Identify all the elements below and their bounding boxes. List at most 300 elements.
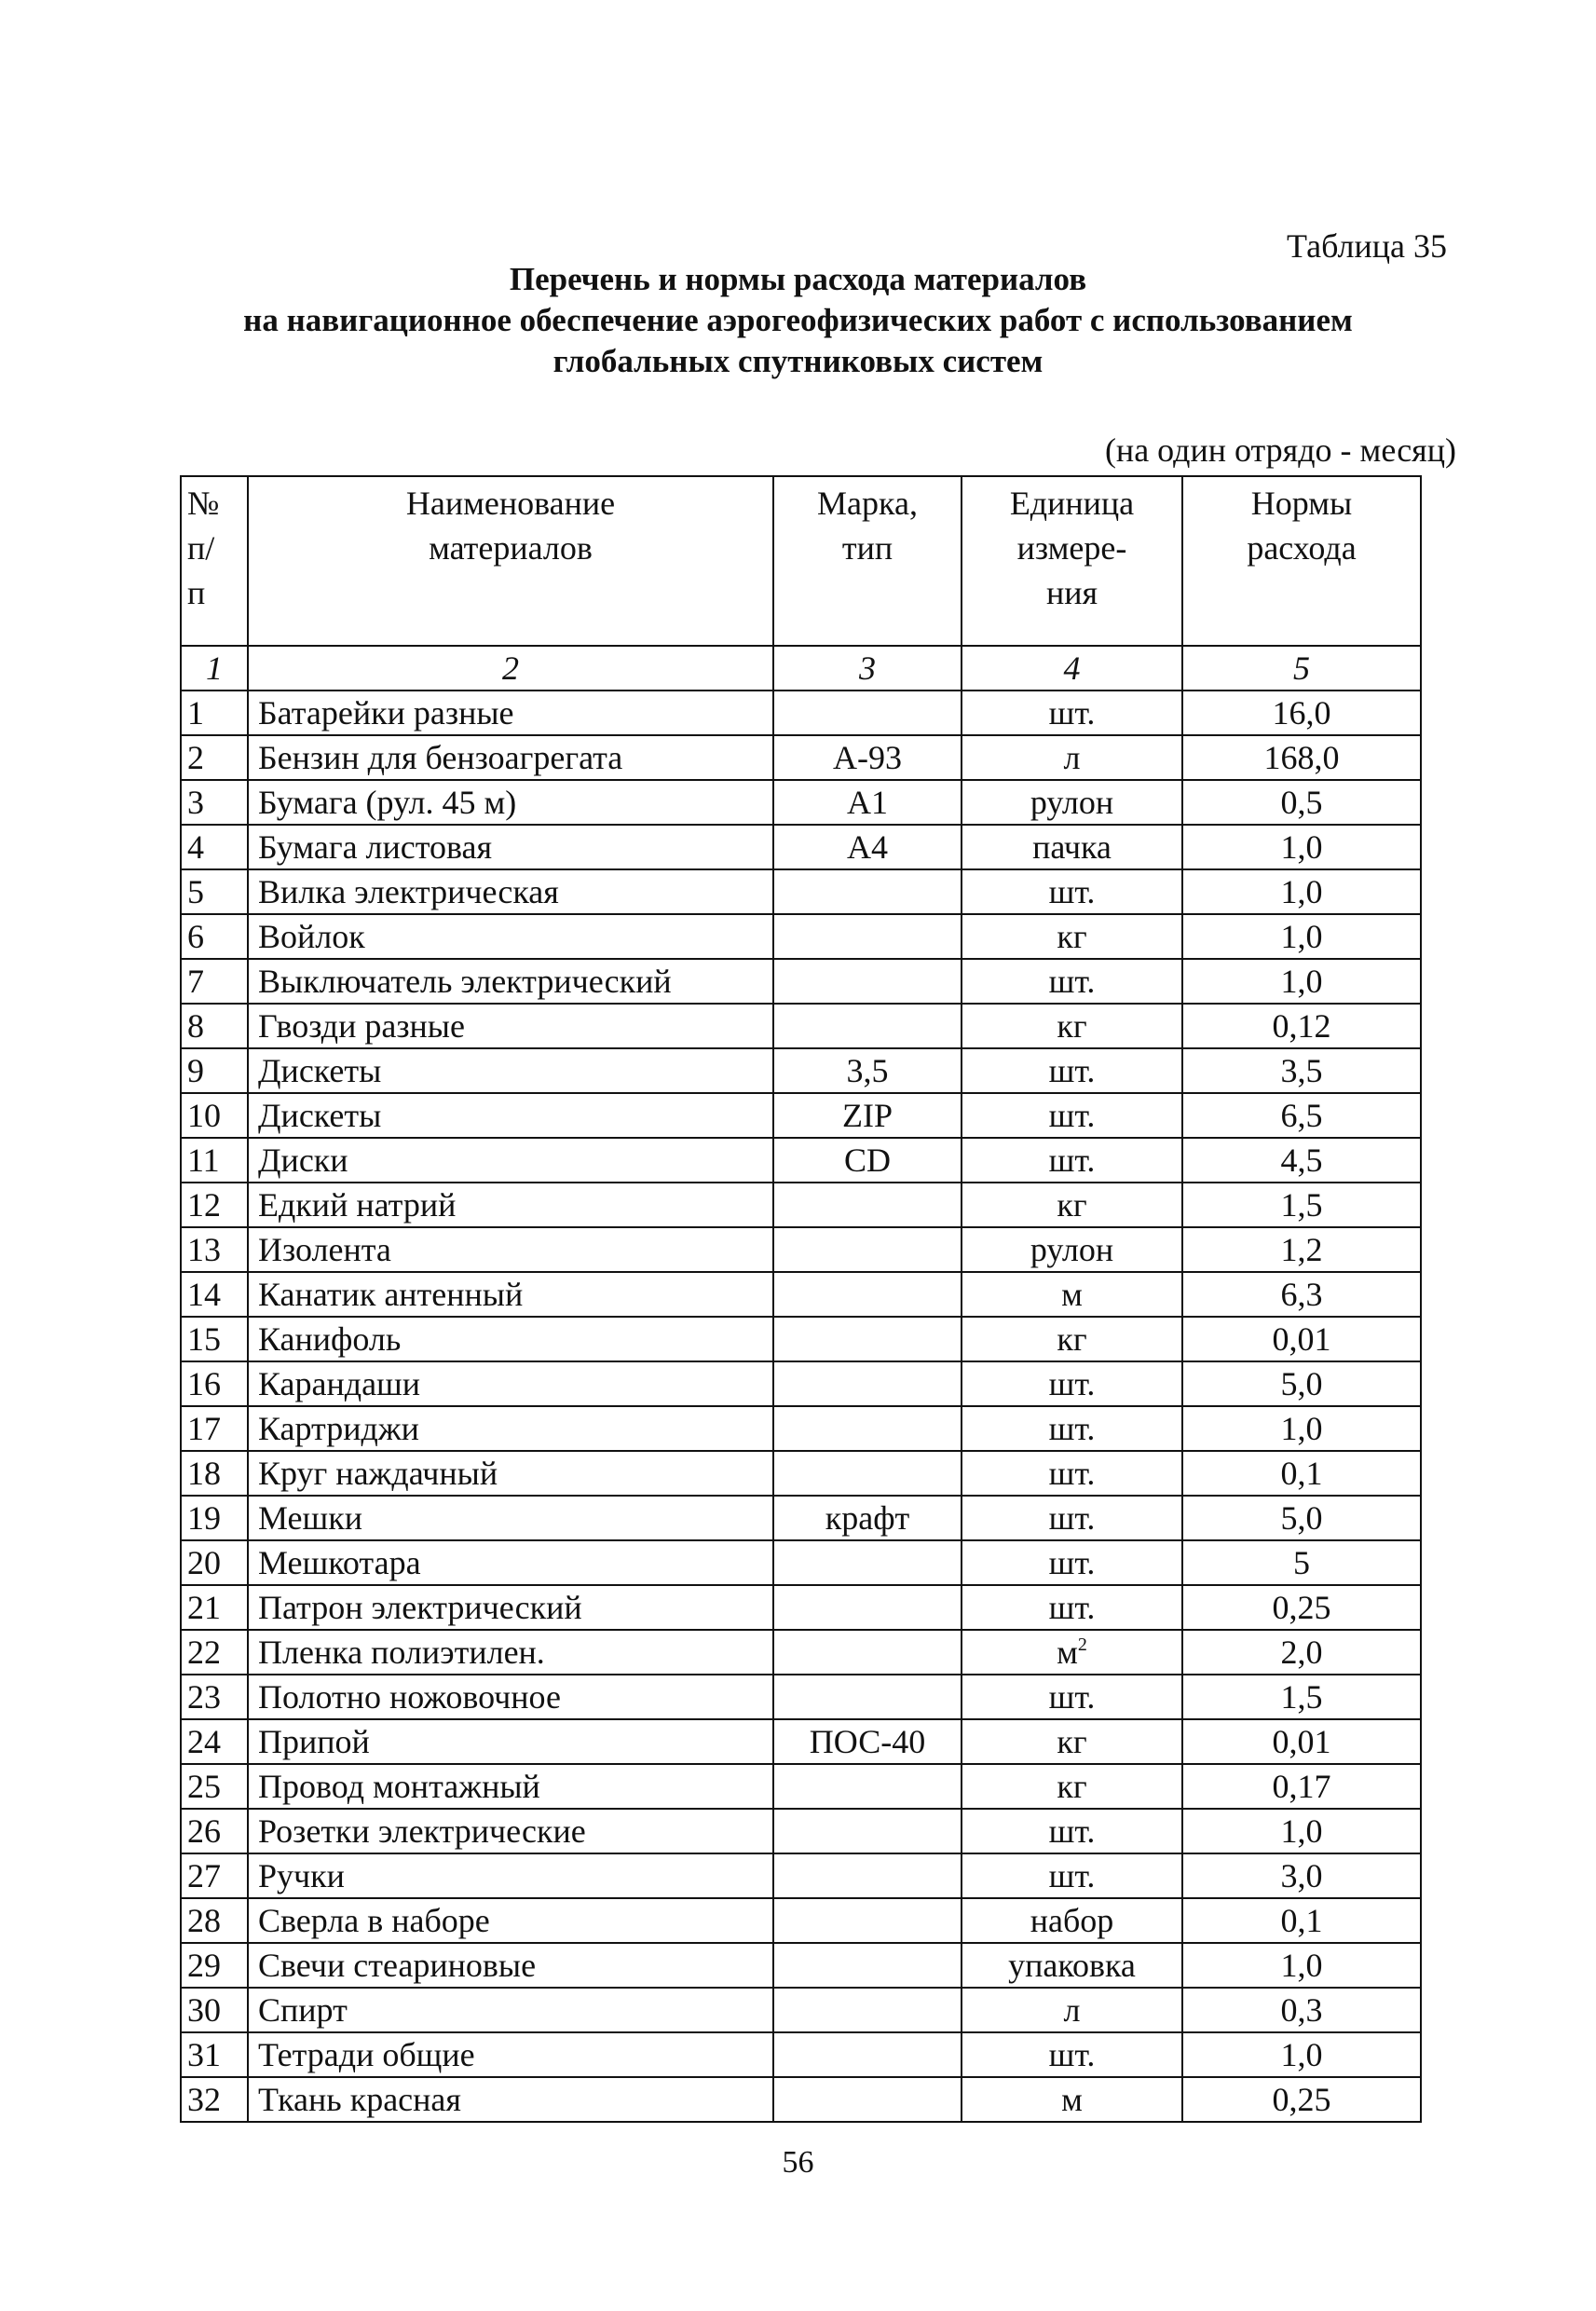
row-number [181,735,248,780]
material-brand [773,914,962,959]
row-number-text: 2 [187,739,204,776]
header-norm-line: расхода [1247,529,1357,567]
table-row [181,1540,1421,1585]
header-unit-line: Единица [1009,485,1135,522]
material-norm [1182,869,1421,914]
material-unit [962,869,1182,914]
material-unit-text: шт. [1048,1499,1096,1537]
row-number [181,1719,248,1764]
table-row [181,1138,1421,1183]
material-norm-text: 0,12 [1272,1007,1331,1045]
material-norm-text: 3,0 [1280,1857,1323,1894]
material-name-text: Ручки [258,1857,345,1894]
material-name [248,1496,773,1540]
material-norm [1182,1675,1421,1719]
header-number-line: п/ [187,529,215,567]
header-number [181,476,248,646]
material-unit [962,1317,1182,1361]
material-brand [773,780,962,825]
material-name-text: Сверла в наборе [258,1902,490,1939]
material-brand [773,1272,962,1317]
materials-table [180,475,1422,2123]
material-brand [773,1048,962,1093]
row-number [181,1988,248,2032]
material-brand-text: ПОС-40 [809,1723,926,1760]
table-row [181,1227,1421,1272]
table-row [181,1048,1421,1093]
material-norm-text: 1,2 [1280,1231,1323,1268]
row-number [181,1898,248,1943]
row-number [181,1451,248,1496]
material-name [248,1451,773,1496]
material-name [248,2077,773,2122]
material-name-text: Мешки [258,1499,362,1537]
table-row [181,1272,1421,1317]
unit-note: (на один отрядо - месяц) [1104,431,1456,469]
material-norm [1182,2032,1421,2077]
row-number-text: 15 [187,1320,221,1358]
material-unit [962,735,1182,780]
material-norm [1182,1719,1421,1764]
material-norm-text: 0,01 [1272,1723,1331,1760]
material-unit-text: кг [1057,1186,1087,1224]
row-number [181,1943,248,1988]
material-name [248,1898,773,1943]
material-unit-text: шт. [1048,873,1096,910]
material-name-text: Мешкотара [258,1544,421,1581]
table-row [181,1004,1421,1048]
material-name-text: Припой [258,1723,370,1760]
material-unit [962,1093,1182,1138]
material-name-text: Патрон электрический [258,1589,582,1626]
material-norm-text: 0,5 [1280,784,1323,821]
material-unit-text: кг [1057,1723,1087,1760]
material-norm-text: 1,5 [1280,1186,1323,1224]
material-brand [773,1406,962,1451]
table-row [181,869,1421,914]
material-brand [773,1496,962,1540]
material-name-text: Провод монтажный [258,1768,540,1805]
material-norm [1182,1496,1421,1540]
material-name-text: Картриджи [258,1410,419,1447]
material-unit [962,1451,1182,1496]
material-name [248,1585,773,1630]
material-name [248,1719,773,1764]
material-name [248,825,773,869]
material-unit-text: шт. [1048,1097,1096,1134]
row-number-text: 28 [187,1902,221,1939]
material-unit-text: кг [1057,918,1087,955]
material-norm [1182,1853,1421,1898]
row-number-text: 17 [187,1410,221,1447]
material-norm-text: 6,5 [1280,1097,1323,1134]
material-unit [962,780,1182,825]
row-number-text: 12 [187,1186,221,1224]
material-norm [1182,914,1421,959]
table-row [181,1406,1421,1451]
material-name-text: Канифоль [258,1320,402,1358]
material-unit-text: л [1063,1991,1081,2029]
material-name-text: Спирт [258,1991,348,2029]
material-brand [773,1317,962,1361]
header-name-line: материалов [429,529,593,567]
material-name-text: Тетради общие [258,2036,475,2073]
material-unit [962,1988,1182,2032]
material-norm [1182,780,1421,825]
material-unit [962,1227,1182,1272]
material-unit-text: шт. [1048,1544,1096,1581]
material-norm [1182,1809,1421,1853]
material-norm-text: 16,0 [1272,694,1331,732]
row-number-text: 11 [187,1142,220,1179]
material-unit [962,1764,1182,1809]
row-number-text: 1 [187,694,204,732]
material-brand [773,1138,962,1183]
material-norm [1182,691,1421,735]
material-name [248,1227,773,1272]
material-unit-text: упаковка [1008,1947,1136,1984]
row-number [181,1853,248,1898]
material-norm-text: 1,0 [1280,1947,1323,1984]
table-row [181,914,1421,959]
material-name-text: Канатик антенный [258,1276,524,1313]
material-name-text: Дискеты [258,1097,382,1134]
header-unit [962,476,1182,646]
row-number-text: 10 [187,1097,221,1134]
material-norm [1182,1227,1421,1272]
material-brand [773,1451,962,1496]
material-unit [962,1272,1182,1317]
material-unit-text: кг [1057,1007,1087,1045]
row-number-text: 9 [187,1052,204,1089]
material-unit-text: шт. [1048,963,1096,1000]
material-name [248,1675,773,1719]
header-brand-line: тип [841,529,893,567]
material-unit-text: рулон [1030,784,1114,821]
row-number [181,959,248,1004]
row-number-text: 14 [187,1276,221,1313]
row-number [181,1317,248,1361]
row-number [181,1406,248,1451]
material-norm [1182,959,1421,1004]
material-brand [773,1361,962,1406]
material-brand [773,1183,962,1227]
material-norm [1182,1898,1421,1943]
material-unit-text: шт. [1048,694,1096,732]
material-name-text: Вилка электрическая [258,873,559,910]
material-name-text: Гвозди разные [258,1007,465,1045]
material-name-text: Пленка полиэтилен. [258,1634,545,1671]
table-row [181,2077,1421,2122]
column-index-row [181,646,1421,691]
row-number-text: 26 [187,1812,221,1850]
material-norm-text: 5,0 [1280,1499,1323,1537]
title-line-1: Перечень и нормы расхода материалов [509,261,1087,297]
material-name [248,691,773,735]
row-number [181,1764,248,1809]
material-name [248,1093,773,1138]
material-unit [962,2077,1182,2122]
row-number-text: 20 [187,1544,221,1581]
row-number [181,1361,248,1406]
row-number [181,1004,248,1048]
material-name-text: Выключатель электрический [258,963,672,1000]
material-name-text: Диски [258,1142,348,1179]
material-unit-text: шт. [1048,1052,1096,1089]
row-number [181,1540,248,1585]
material-unit [962,1943,1182,1988]
row-number [181,2077,248,2122]
row-number [181,1496,248,1540]
material-norm-text: 3,5 [1280,1052,1323,1089]
table-row [181,735,1421,780]
material-norm-text: 1,5 [1280,1678,1323,1716]
header-brand [773,476,962,646]
material-unit-text: м [1057,1634,1078,1671]
material-brand [773,1227,962,1272]
material-brand-text: А-93 [833,739,902,776]
material-brand [773,1988,962,2032]
column-index: 3 [773,646,962,691]
material-name-text: Свечи стеариновые [258,1947,537,1984]
material-name [248,780,773,825]
material-norm [1182,1943,1421,1988]
material-brand [773,959,962,1004]
material-unit-text: шт. [1048,1410,1096,1447]
row-number [181,914,248,959]
material-norm-text: 1,0 [1280,828,1323,866]
material-unit [962,1496,1182,1540]
material-norm [1182,2077,1421,2122]
material-norm [1182,1093,1421,1138]
material-norm-text: 1,0 [1280,963,1323,1000]
material-norm [1182,735,1421,780]
material-unit-text: шт. [1048,1365,1096,1402]
material-unit-text: шт. [1048,1857,1096,1894]
material-brand [773,1093,962,1138]
material-unit-text: кг [1057,1320,1087,1358]
row-number-text: 30 [187,1991,221,2029]
material-name-text: Круг наждачный [258,1455,498,1492]
row-number [181,1227,248,1272]
material-name [248,869,773,914]
table-header-row [181,476,1421,646]
material-norm [1182,1272,1421,1317]
table-row [181,825,1421,869]
material-norm [1182,1764,1421,1809]
table-row [181,1585,1421,1630]
row-number [181,825,248,869]
material-norm [1182,1630,1421,1675]
row-number-text: 24 [187,1723,221,1760]
material-norm-text: 0,1 [1280,1455,1323,1492]
material-name [248,914,773,959]
header-norm [1182,476,1421,646]
material-name-text: Войлок [258,918,365,955]
table-row [181,1988,1421,2032]
material-name [248,1138,773,1183]
material-norm-text: 4,5 [1280,1142,1323,1179]
table-number-label: Таблица 35 [1287,227,1447,265]
material-unit-text: кг [1057,1768,1087,1805]
material-norm-text: 0,25 [1272,1589,1331,1626]
table-row [181,1630,1421,1675]
material-norm [1182,1317,1421,1361]
material-unit [962,1898,1182,1943]
material-brand [773,869,962,914]
material-name-text: Карандаши [258,1365,421,1402]
header-number-line: п [187,574,206,611]
material-unit-text: набор [1030,1902,1114,1939]
material-norm [1182,1004,1421,1048]
material-name [248,1809,773,1853]
material-norm [1182,1988,1421,2032]
row-number [181,1272,248,1317]
material-name [248,1630,773,1675]
material-unit-text: шт. [1048,2036,1096,2073]
header-unit-line: ния [1045,574,1098,611]
material-brand [773,1943,962,1988]
material-norm-text: 1,0 [1280,873,1323,910]
column-index: 2 [248,646,773,691]
material-unit-text: м [1061,1276,1083,1313]
row-number-text: 3 [187,784,204,821]
material-brand [773,1809,962,1853]
row-number [181,1809,248,1853]
material-norm-text: 168,0 [1263,739,1340,776]
material-name-text: Бумага (рул. 45 м) [258,784,517,821]
material-unit-text: шт. [1048,1812,1096,1850]
table-row [181,1853,1421,1898]
row-number [181,1093,248,1138]
material-name [248,1317,773,1361]
material-name [248,1853,773,1898]
material-unit-text: шт. [1048,1678,1096,1716]
material-brand-text: CD [843,1142,891,1179]
table-row [181,1496,1421,1540]
material-name-text: Батарейки разные [258,694,514,732]
material-norm-text: 5,0 [1280,1365,1323,1402]
material-unit-text: рулон [1030,1231,1114,1268]
material-name [248,1183,773,1227]
material-norm-text: 2,0 [1280,1634,1323,1671]
material-name-text: Едкий натрий [258,1186,457,1224]
unit-superscript: 2 [1077,1634,1087,1655]
material-unit-text: м [1061,2081,1083,2118]
page-number: 56 [782,2145,814,2180]
material-name [248,1406,773,1451]
header-name [248,476,773,646]
material-norm-text: 5 [1293,1544,1310,1581]
table-row [181,1675,1421,1719]
material-name [248,959,773,1004]
row-number [181,869,248,914]
column-index: 4 [962,646,1182,691]
material-name-text: Изолента [258,1231,391,1268]
material-unit [962,1809,1182,1853]
material-brand-text: А4 [847,828,888,866]
material-unit [962,691,1182,735]
table-row [181,1809,1421,1853]
material-brand [773,1898,962,1943]
material-brand [773,735,962,780]
row-number [181,1630,248,1675]
row-number-text: 25 [187,1768,221,1805]
material-name [248,1004,773,1048]
table-row [181,1764,1421,1809]
row-number [181,1138,248,1183]
row-number-text: 19 [187,1499,221,1537]
material-brand [773,1764,962,1809]
material-name-text: Бумага листовая [258,828,493,866]
table-title [0,259,1596,382]
row-number [181,1675,248,1719]
material-unit-text: л [1063,739,1081,776]
table-row [181,1943,1421,1988]
material-brand [773,825,962,869]
row-number-text: 18 [187,1455,221,1492]
material-unit [962,1719,1182,1764]
table-row [181,959,1421,1004]
material-name [248,1272,773,1317]
material-unit [962,2032,1182,2077]
row-number-text: 16 [187,1365,221,1402]
table-row [181,691,1421,735]
row-number [181,1183,248,1227]
table-row [181,1093,1421,1138]
row-number-text: 4 [187,828,204,866]
material-norm-text: 0,3 [1280,1991,1323,2029]
material-norm [1182,1048,1421,1093]
column-index: 5 [1182,646,1421,691]
header-name-line: Наименование [405,485,616,522]
material-name-text: Ткань красная [258,2081,461,2118]
material-norm [1182,1406,1421,1451]
material-name-text: Бензин для бензоагрегата [258,739,623,776]
material-norm-text: 6,3 [1280,1276,1323,1313]
material-name [248,1943,773,1988]
material-norm-text: 1,0 [1280,2036,1323,2073]
material-name [248,1540,773,1585]
material-norm-text: 1,0 [1280,918,1323,955]
material-name [248,1988,773,2032]
material-brand-text: 3,5 [846,1052,889,1089]
row-number [181,1048,248,1093]
material-brand [773,691,962,735]
material-unit [962,914,1182,959]
material-unit [962,959,1182,1004]
material-unit [962,1406,1182,1451]
row-number-text: 29 [187,1947,221,1984]
header-norm-line: Нормы [1250,485,1353,522]
material-name [248,1048,773,1093]
column-index: 1 [181,646,248,691]
material-name-text: Розетки электрические [258,1812,586,1850]
table-row [181,1361,1421,1406]
material-unit [962,1630,1182,1675]
material-brand [773,2077,962,2122]
material-norm [1182,1540,1421,1585]
row-number [181,691,248,735]
material-name [248,1361,773,1406]
table-row [181,1183,1421,1227]
material-brand [773,1853,962,1898]
material-unit [962,1048,1182,1093]
material-unit [962,825,1182,869]
table-row [181,1898,1421,1943]
material-brand [773,1004,962,1048]
row-number-text: 7 [187,963,204,1000]
